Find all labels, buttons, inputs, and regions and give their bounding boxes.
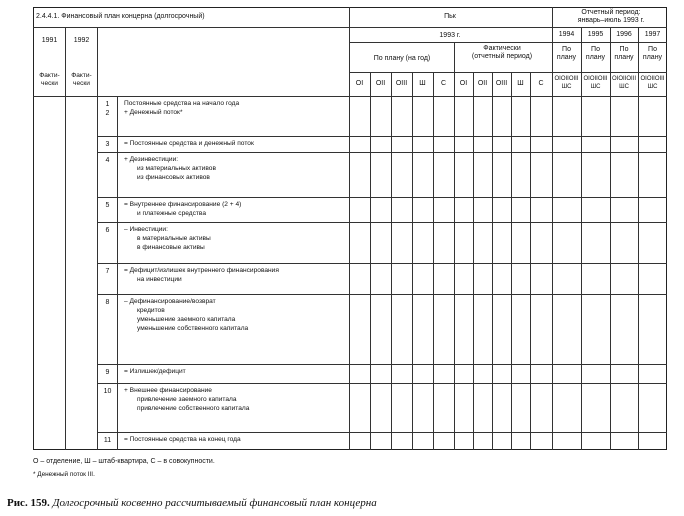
grid-line	[530, 72, 531, 450]
future-sub-header: ОIОIIОIII ШС	[640, 76, 665, 90]
row-sublabel: + Денежный поток*	[124, 109, 183, 116]
caption-label: Рис. 159.	[7, 497, 50, 509]
plan-col-header: С	[440, 80, 447, 87]
currency-label: Пьк	[444, 13, 456, 20]
plan-col-header: ОI	[355, 80, 364, 87]
row-sublabel: уменьшение заемного капитала	[137, 316, 236, 323]
row-sublabel: уменьшение собственного капитала	[137, 325, 249, 332]
year-1991: 1991	[41, 37, 58, 44]
row-sublabel: на инвестиции	[137, 276, 182, 283]
legend-note: О – отделение, Ш – штаб-квартира, С – в совокупности.	[33, 458, 215, 465]
row-number: 5	[105, 202, 110, 209]
row-label: – Дефинансирование/возврат	[124, 298, 216, 305]
grid-line	[433, 72, 434, 450]
grid-line	[370, 72, 371, 450]
row-number: 9	[105, 369, 110, 376]
grid-line	[97, 152, 667, 153]
row-sublabel: привлечение заемного капитала	[137, 396, 237, 403]
plan-col-header: ОIII	[395, 80, 408, 87]
row-sublabel: и платежные средства	[137, 210, 207, 217]
row-number: 8	[105, 299, 110, 306]
future-sub-header: ОIОIIОIII ШС	[583, 76, 608, 90]
grid-line	[97, 222, 667, 223]
fact-1991-header: Факти- чески	[39, 72, 60, 87]
future-year-1995: 1995	[587, 31, 604, 38]
figure-caption	[7, 497, 377, 509]
row-sublabel: кредитов	[137, 307, 165, 314]
grid-line	[349, 72, 667, 73]
grid-line	[97, 294, 667, 295]
row-label: – Инвестиции:	[124, 226, 168, 233]
caption-text: Долгосрочный косвенно рассчитываемый финансовый план концерна	[52, 497, 377, 509]
future-plan-header: По плану	[556, 46, 577, 61]
row-number: 6	[105, 227, 110, 234]
future-plan-header: По плану	[614, 46, 634, 61]
row-number: 1 2	[105, 101, 110, 117]
footnote-cash-flow: * Денежный поток III.	[33, 471, 95, 478]
grid-line	[97, 364, 667, 365]
fact-col-header: ОI	[459, 80, 468, 87]
row-number: 7	[105, 268, 110, 275]
year-1993: 1993 г.	[439, 32, 461, 39]
plan-group-header: По плану (на год)	[373, 55, 431, 62]
report-period-range: январь–июль 1993 г.	[577, 17, 645, 24]
grid-line	[454, 42, 455, 450]
row-label: Постоянные средства на начало года	[124, 100, 240, 107]
row-label: = Дефицит/излишек внутреннего финансирования	[124, 267, 279, 274]
grid-line	[412, 72, 413, 450]
row-sublabel: в материальные активы	[137, 235, 211, 242]
row-label: = Постоянные средства на конец года	[124, 436, 241, 443]
future-year-1997: 1997	[644, 31, 661, 38]
row-sublabel: из материальных активов	[137, 165, 216, 172]
year-1992: 1992	[73, 37, 90, 44]
row-number: 4	[105, 157, 110, 164]
plan-title: 2.4.4.1. Финансовый план концерна (долгосрочный)	[36, 13, 205, 20]
row-sublabel: привлечение собственного капитала	[137, 405, 250, 412]
row-label: + Внешнее финансирование	[124, 387, 212, 394]
grid-line	[33, 96, 667, 97]
plan-col-header: Ш	[419, 80, 426, 87]
future-sub-header: ОIОIIОIII ШС	[554, 76, 579, 90]
fact-group-header: Фактически (отчетный период)	[471, 45, 533, 60]
row-sublabel: из финансовых активов	[137, 174, 210, 181]
fact-col-header: Ш	[517, 80, 524, 87]
grid-line	[97, 197, 667, 198]
fact-col-header: ОIII	[495, 80, 508, 87]
grid-line	[473, 72, 474, 450]
fact-col-header: ОII	[477, 80, 488, 87]
grid-line	[492, 72, 493, 450]
row-sublabel: в финансовые активы	[137, 244, 205, 251]
grid-line	[349, 42, 667, 43]
grid-line	[97, 136, 667, 137]
future-plan-header: По плану	[585, 46, 606, 61]
grid-line	[552, 27, 667, 28]
future-year-1994: 1994	[558, 31, 575, 38]
grid-line	[97, 432, 667, 433]
grid-line	[65, 27, 66, 450]
grid-line	[391, 72, 392, 450]
future-plan-header: По плану	[642, 46, 663, 61]
grid-line	[97, 383, 667, 384]
row-label: = Внутреннее финансирование (2 + 4)	[124, 201, 242, 208]
report-period-label: Отчетный период:	[581, 9, 641, 16]
row-label: = Постоянные средства и денежный поток	[124, 140, 254, 147]
row-number: 3	[105, 141, 110, 148]
grid-line	[511, 72, 512, 450]
future-sub-header: ОIОIIОIII ШС	[611, 76, 636, 90]
grid-line	[117, 96, 118, 450]
grid-line	[97, 263, 667, 264]
row-label: + Дезинвестиции:	[124, 156, 179, 163]
plan-col-header: ОII	[375, 80, 386, 87]
row-label: = Излишек/дефицит	[124, 368, 186, 375]
row-number: 10	[103, 388, 112, 395]
fact-1992-header: Факти- чески	[71, 72, 92, 87]
fact-col-header: С	[538, 80, 544, 87]
future-year-1996: 1996	[616, 31, 632, 38]
row-number: 11	[103, 437, 112, 444]
